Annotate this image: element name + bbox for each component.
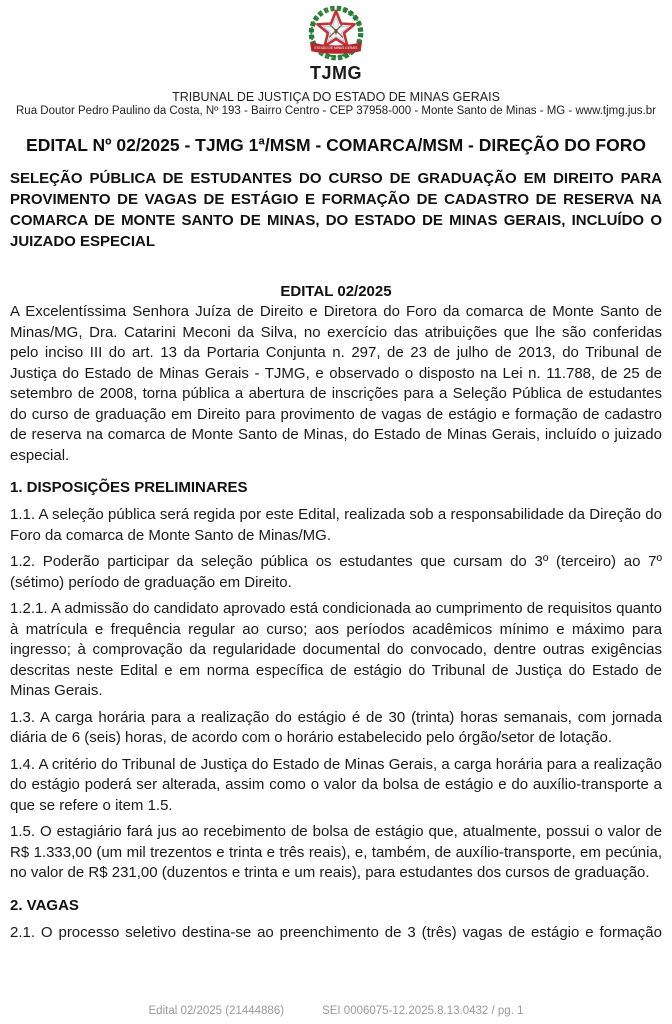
edital-title: EDITAL Nº 02/2025 - TJMG 1ª/MSM - COMARCA/MSM - DIREÇÃO DO FORO	[26, 135, 646, 155]
letterhead	[10, 4, 662, 118]
section-heading-2: 2. VAGAS	[10, 896, 79, 914]
paragraph-1-4: 1.4. A critério do Tribunal de Justiça do Estado de Minas Gerais, a carga horária para a realização do estágio poderá ser alterada, assim como o valor da bolsa de estágio e do auxílio-transporte a que se refere o item 1.5.	[10, 755, 662, 814]
footer-doc-ref: Edital 02/2025 (21444886)	[148, 1005, 285, 1017]
page-footer	[0, 1004, 672, 1018]
section-heading-1: 1. DISPOSIÇÕES PRELIMINARES	[10, 479, 248, 496]
paragraph-1-5: 1.5. O estagiário fará jus ao recebimento de bolsa de estágio que, atualmente, possui o valor de R$ 1.333,00 (um mil trezentos e trinta e três reais), e, também, de auxílio-transporte, em pecúnia, no valor de R$ 231,00 (duzentos e trinta e um reais), para estudantes dos cursos de graduação.	[10, 823, 662, 881]
minas-gerais-coat-of-arms-icon	[297, 4, 375, 62]
doc-heading: EDITAL 02/2025	[280, 283, 392, 300]
org-name: TRIBUNAL DE JUSTIÇA DO ESTADO DE MINAS GERAIS	[172, 90, 500, 104]
preamble-paragraph: A Excelentíssima Senhora Juíza de Direito e Diretora do Foro da comarca de Monte Santo de Minas/MG, Dra. Catarini Meconi da Silva, no exercício das atribuições que lhe são conferidas pelo inciso III do art. 13 da Portaria Conjunta n. 297, de 23 de julho de 2013, do Tribunal de Justiça do Estado de Minas Gerais - TJMG, e observado o disposto na Lei n. 11.788, de 25 de setembro de 2008, torna pública a abertura de inscrições para a Seleção Pública de estudantes do curso de graduação em Direito para provimento de vagas de estágio e formação de cadastro de reserva na comarca de Monte Santo de Minas, do Estado de Minas Gerais, incluído o juizado especial.	[10, 303, 662, 464]
paragraph-1-3: 1.3. A carga horária para a realização do estágio é de 30 (trinta) horas semanais, com jornada diária de 6 (seis) horas, de acordo com o horário estabelecido pelo órgão/setor de lotação.	[10, 708, 662, 746]
paragraph-1-1: 1.1. A seleção pública será regida por este Edital, realizada sob a responsabilidade da Direção do Foro da comarca de Monte Santo de Minas/MG.	[10, 506, 662, 544]
footer-sei-ref: SEI 0006075-12.2025.8.13.0432 / pg. 1	[322, 1005, 524, 1017]
logo-label: TJMG	[309, 63, 362, 83]
org-address: Rua Doutor Pedro Paulino da Costa, Nº 193 - Bairro Centro - CEP 37958-000 - Monte Santo de Minas - MG - www.tjmg.jus.br	[16, 105, 656, 117]
banner-text: ESTADO DE MINAS GERAIS	[314, 45, 358, 50]
paragraph-1-2-1: 1.2.1. A admissão do candidato aprovado está condicionada ao cumprimento de requisitos quanto à matrícula e frequência regular ao curso; aos períodos acadêmicos mínimo e máximo para ingresso; à comprovação da regularidade documental do convocado, dentre outras exigências descritas neste Edital e em norma específica de estágio do Tribunal de Justiça do Estado de Minas Gerais.	[10, 600, 662, 699]
logo-wrap	[10, 4, 662, 83]
edital-subject: SELEÇÃO PÚBLICA DE ESTUDANTES DO CURSO DE GRADUAÇÃO EM DIREITO PARA PROVIMENTO DE VAGAS DE ESTÁGIO E FORMAÇÃO DE CADASTRO DE RESERVA NA COMARCA DE MONTE SANTO DE MINAS, DO ESTADO DE MINAS GERAIS, INCLUÍDO O JUIZADO ESPECIAL	[10, 170, 662, 250]
paragraph-1-2: 1.2. Poderão participar da seleção pública os estudantes que cursam do 3º (terceiro) ao 7º (sétimo) período de graduação em Direito.	[10, 553, 662, 591]
paragraph-2-1: 2.1. O processo seletivo destina-se ao preenchimento de 3 (três) vagas de estágio e formação	[10, 923, 662, 941]
